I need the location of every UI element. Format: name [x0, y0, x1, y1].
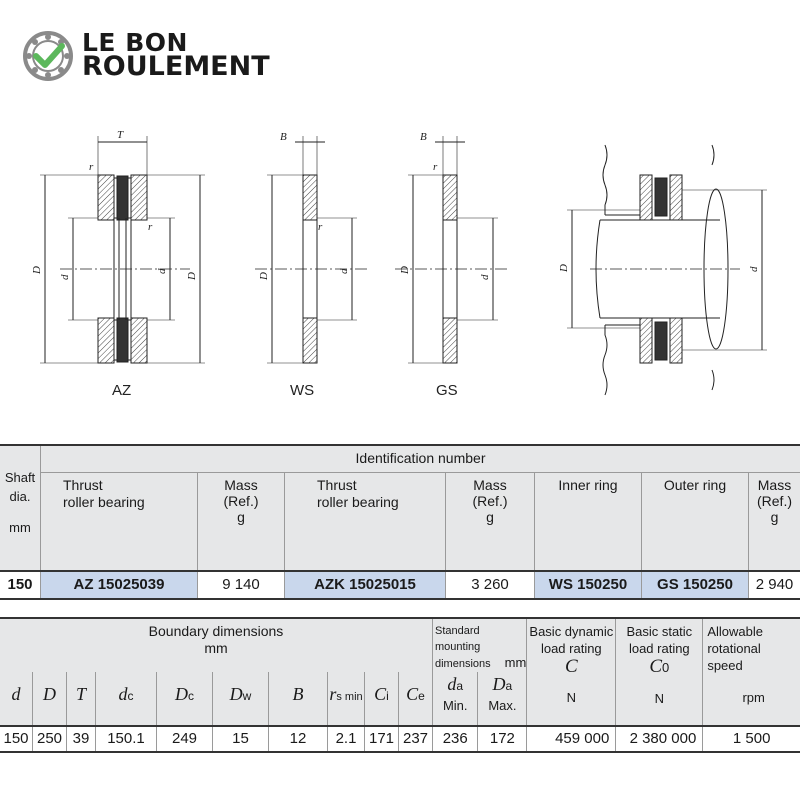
- val-ci: 171: [365, 726, 399, 752]
- val-speed: 1 500: [703, 726, 800, 752]
- dim-b-ws: B: [280, 131, 287, 143]
- dim-r-ws: r: [318, 221, 323, 233]
- figure-az: [40, 136, 205, 363]
- sym-rsmin: rs min: [328, 672, 365, 726]
- val-d-big: 250: [33, 726, 67, 752]
- dynamic-load-header: Basic dynamic load rating C N: [527, 618, 616, 726]
- az-mass: 9 140: [198, 571, 285, 599]
- val-rsmin: 2.1: [328, 726, 365, 752]
- sym-d-big: D: [33, 672, 67, 726]
- dim-d-az: d: [156, 268, 168, 274]
- col-outer-ring: Outer ring: [642, 473, 749, 572]
- val-d: 150: [0, 726, 33, 752]
- sym-da-min: da Min.: [433, 672, 478, 726]
- col-thrust-1: Thrust roller bearing: [41, 473, 198, 572]
- sym-d: d: [11, 684, 21, 704]
- col-mass-3: Mass (Ref.) g: [749, 473, 800, 572]
- figure-label-az: AZ: [112, 382, 132, 399]
- sym-dc-big: Dc: [157, 672, 213, 726]
- bearing-drawings: [0, 100, 800, 410]
- dim-d-big-az: D: [31, 266, 43, 274]
- val-static-load: 2 380 000: [616, 726, 703, 752]
- dim-dh12-ws: D: [258, 272, 270, 280]
- col-thrust-2: Thrust roller bearing: [285, 473, 446, 572]
- val-dw: 15: [213, 726, 269, 752]
- sym-t: T: [67, 672, 96, 726]
- rings-mass: 2 940: [749, 571, 800, 599]
- val-da-max: 172: [478, 726, 527, 752]
- val-dc-big: 249: [157, 726, 213, 752]
- boundary-header: Boundary dimensions mm: [0, 618, 433, 672]
- figure-label-gs: GS: [436, 382, 458, 399]
- dim-r-az2: r: [148, 221, 153, 233]
- dim-r-gs: r: [433, 161, 438, 173]
- logo-line2: ROULEMENT: [82, 51, 270, 82]
- figure-label-ws: WS: [290, 382, 315, 399]
- dim-da-big: D: [558, 264, 570, 272]
- dim-r-az1: r: [89, 161, 94, 173]
- val-da-min: 236: [433, 726, 478, 752]
- col-mass-1: Mass (Ref.) g: [198, 473, 285, 572]
- az-part-number: AZ 15025039: [41, 571, 198, 599]
- val-dynamic-load: 459 000: [527, 726, 616, 752]
- sym-ce: Ce: [399, 672, 433, 726]
- brand-logo: [22, 26, 302, 86]
- sym-dw: Dw: [213, 672, 269, 726]
- figure-mounting: [567, 145, 767, 395]
- dim-dh12-az: d: [59, 274, 71, 280]
- figure-ws: [255, 136, 370, 363]
- azk-part-number: AZK 15025015: [285, 571, 446, 599]
- col-mass-2: Mass (Ref.) g: [446, 473, 535, 572]
- figure-gs: [395, 136, 510, 363]
- bearing-check-icon: [22, 30, 74, 82]
- shaft-header: Shaft dia. mm: [0, 445, 41, 571]
- dimensions-table: [0, 617, 800, 753]
- identification-table: [0, 444, 800, 600]
- speed-header: Allowable rotational speed rpm: [703, 618, 800, 726]
- azk-mass: 3 260: [446, 571, 535, 599]
- sym-da-max: Da Max.: [478, 672, 527, 726]
- val-ce: 237: [399, 726, 433, 752]
- val-b: 12: [269, 726, 328, 752]
- dim-db12-az: D: [186, 272, 198, 280]
- sym-dc: dc: [96, 672, 157, 726]
- dim-t: T: [117, 129, 124, 141]
- sym-ci: Ci: [365, 672, 399, 726]
- val-t: 39: [67, 726, 96, 752]
- sym-b: B: [269, 672, 328, 726]
- logo-line1: LE BON: [82, 28, 188, 57]
- static-load-header: Basic static load rating C0 N: [616, 618, 703, 726]
- dim-d-ws: d: [338, 268, 350, 274]
- identification-header: Identification number: [41, 445, 800, 473]
- gs-part-number: GS 150250: [642, 571, 749, 599]
- dim-da-small: d: [748, 266, 760, 272]
- val-dc: 150.1: [96, 726, 157, 752]
- dim-dh12-gs: d: [479, 274, 491, 280]
- dim-b-gs: B: [420, 131, 427, 143]
- dim-d-big-gs: D: [399, 266, 411, 274]
- ws-part-number: WS 150250: [535, 571, 642, 599]
- col-inner-ring: Inner ring: [535, 473, 642, 572]
- shaft-value: 150: [0, 571, 41, 599]
- mounting-header: Standard mounting dimensions mm: [433, 618, 527, 672]
